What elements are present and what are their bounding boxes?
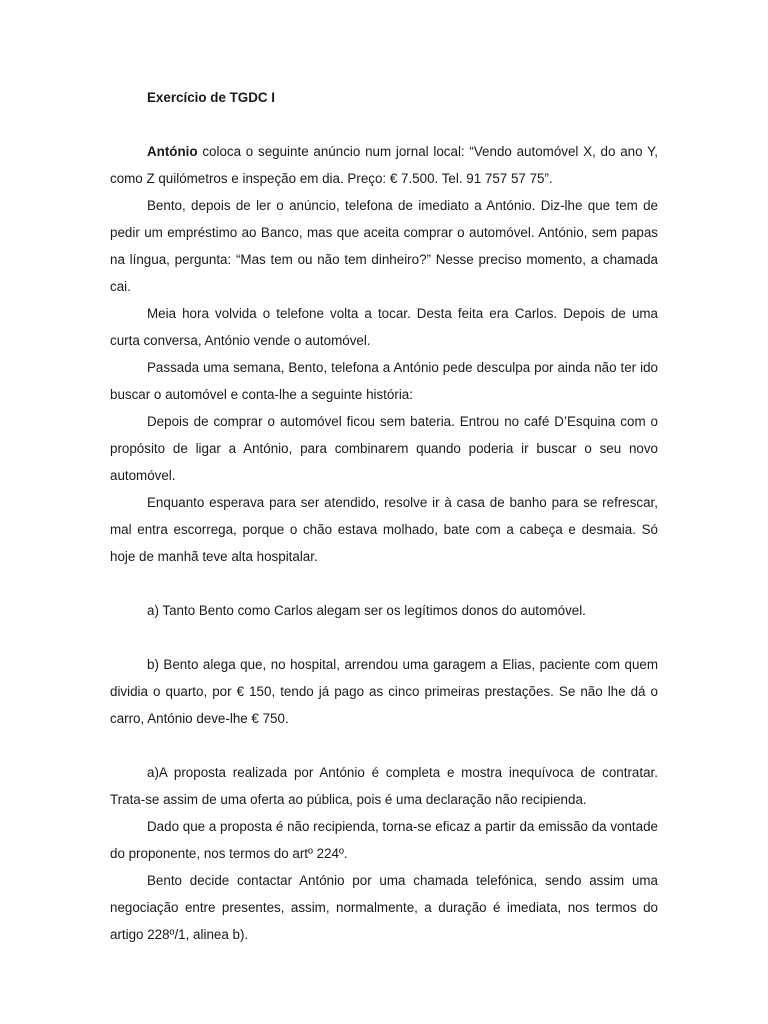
- intro-text: coloca o seguinte anúncio num jornal local: “Vendo automóvel X, do ano Y, como Z quilómetros e inspeção em dia. Preço: € 7.500. Tel. 91 757 57 75”.: [110, 144, 658, 186]
- intro-paragraph: [110, 138, 658, 192]
- answer-paragraph-2: Dado que a proposta é não recipienda, torna-se eficaz a partir da emissão da vontade do proponente, nos termos do artº 224º.: [110, 819, 658, 861]
- story-paragraph-2: Meia hora volvida o telefone volta a tocar. Desta feita era Carlos. Depois de uma curta conversa, António vende o automóvel.: [110, 306, 658, 348]
- document-body: [110, 84, 658, 948]
- answer-paragraph-3: Bento decide contactar António por uma chamada telefónica, sendo assim uma negociação entre presentes, assim, normalmente, a duração é imediata, nos termos do artigo 228º/1, alinea b).: [110, 873, 658, 942]
- document-title: Exercício de TGDC I: [147, 90, 275, 105]
- story-paragraph-1: Bento, depois de ler o anúncio, telefona de imediato a António. Diz-lhe que tem de pedir um empréstimo ao Banco, mas que aceita comprar o automóvel. António, sem papas na língua, pergunta: “Mas tem ou não tem dinheiro?” Nesse preciso momento, a chamada cai.: [110, 198, 658, 294]
- story-paragraph-4: Depois de comprar o automóvel ficou sem bateria. Entrou no café D’Esquina com o propósito de ligar a António, para combinarem quando poderia ir buscar o seu novo automóvel.: [110, 414, 658, 483]
- story-paragraph-3: Passada uma semana, Bento, telefona a António pede desculpa por ainda não ter ido buscar o automóvel e conta-lhe a seguinte história:: [110, 360, 658, 402]
- question-b: b) Bento alega que, no hospital, arrendou uma garagem a Elias, paciente com quem dividia o quarto, por € 150, tendo já pago as cinco primeiras prestações. Se não lhe dá o carro, António deve-lhe € 750.: [110, 657, 658, 726]
- answer-paragraph-1: a)A proposta realizada por António é completa e mostra inequívoca de contratar. Trata-se assim de uma oferta ao pública, pois é uma declaração não recipienda.: [110, 765, 658, 807]
- intro-name: António: [147, 144, 198, 159]
- question-a: a) Tanto Bento como Carlos alegam ser os legítimos donos do automóvel.: [147, 603, 586, 618]
- story-paragraph-5: Enquanto esperava para ser atendido, resolve ir à casa de banho para se refrescar, mal entra escorrega, porque o chão estava molhado, bate com a cabeça e desmaia. Só hoje de manhã teve alta hospitalar.: [110, 495, 658, 564]
